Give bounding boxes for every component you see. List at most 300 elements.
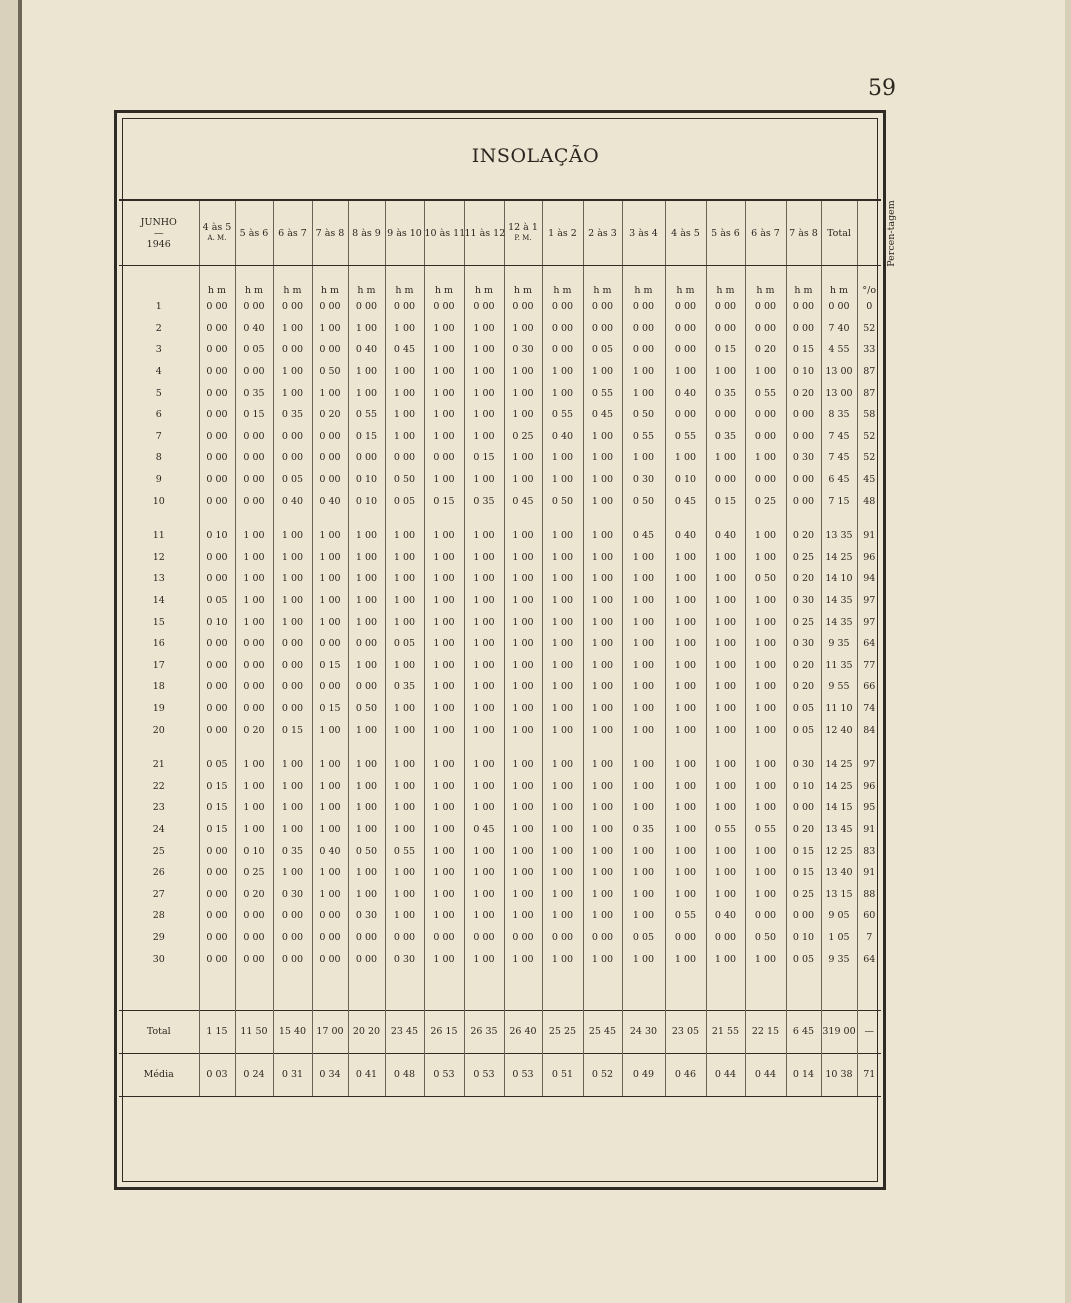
value-cell: 7 45 bbox=[821, 447, 857, 469]
value-cell: 1 00 bbox=[542, 547, 583, 569]
value-cell: 1 00 bbox=[424, 676, 464, 698]
value-cell: 1 00 bbox=[504, 611, 542, 633]
value-cell: 1 00 bbox=[745, 655, 786, 677]
value-cell: 0 30 bbox=[504, 339, 542, 361]
value-cell: 14 35 bbox=[821, 611, 857, 633]
value-cell: 1 00 bbox=[424, 426, 464, 448]
value-cell: 11 35 bbox=[821, 655, 857, 677]
value-cell: 1 00 bbox=[706, 741, 745, 776]
value-cell: 60 bbox=[857, 905, 881, 927]
value-cell: 1 00 bbox=[665, 741, 706, 776]
value-cell: 0 00 bbox=[199, 676, 235, 698]
insolation-table bbox=[119, 199, 897, 1187]
total-row bbox=[119, 1010, 881, 1053]
value-cell: 0 50 bbox=[745, 568, 786, 590]
value-cell: 1 00 bbox=[504, 469, 542, 491]
spacer-cell bbox=[424, 970, 464, 1011]
value-cell: 11 10 bbox=[821, 698, 857, 720]
media-value: 10 38 bbox=[821, 1053, 857, 1096]
column-header-total: Total bbox=[821, 201, 857, 266]
value-cell: 0 00 bbox=[385, 296, 424, 318]
value-cell: 0 45 bbox=[504, 490, 542, 512]
value-cell: 1 00 bbox=[504, 948, 542, 970]
value-cell: 1 00 bbox=[583, 611, 622, 633]
value-cell: 1 00 bbox=[273, 568, 312, 590]
value-cell: 0 00 bbox=[786, 404, 821, 426]
value-cell: 1 00 bbox=[665, 775, 706, 797]
value-cell: 45 bbox=[857, 469, 881, 491]
unit-label: h m bbox=[583, 266, 622, 297]
value-cell: 1 00 bbox=[348, 382, 385, 404]
total-value: 319 00 bbox=[821, 1010, 857, 1053]
value-cell: 0 00 bbox=[235, 361, 273, 383]
value-cell: 1 00 bbox=[235, 590, 273, 612]
units-spacer bbox=[119, 266, 199, 297]
value-cell: 0 20 bbox=[786, 568, 821, 590]
value-cell: 1 00 bbox=[583, 490, 622, 512]
value-cell: 1 00 bbox=[542, 775, 583, 797]
unit-label: h m bbox=[622, 266, 665, 297]
value-cell: 1 00 bbox=[622, 905, 665, 927]
value-cell: 1 00 bbox=[706, 547, 745, 569]
day-cell: 11 bbox=[152, 530, 165, 542]
value-cell: 1 00 bbox=[273, 512, 312, 547]
value-cell: 0 00 bbox=[235, 490, 273, 512]
value-cell: 1 00 bbox=[273, 382, 312, 404]
media-value: 71 bbox=[857, 1053, 881, 1096]
table-row bbox=[119, 633, 881, 655]
footer-blank-row bbox=[119, 1096, 881, 1187]
value-cell: 13 00 bbox=[821, 382, 857, 404]
value-cell: 0 50 bbox=[385, 469, 424, 491]
media-value: 0 51 bbox=[542, 1053, 583, 1096]
spacer-row bbox=[119, 970, 881, 1011]
value-cell: 1 00 bbox=[665, 447, 706, 469]
value-cell: 1 00 bbox=[706, 611, 745, 633]
value-cell: 0 00 bbox=[199, 426, 235, 448]
value-cell: 1 00 bbox=[583, 655, 622, 677]
table-row bbox=[119, 568, 881, 590]
column-header: 7 às 8 bbox=[786, 201, 821, 266]
value-cell: 1 00 bbox=[542, 741, 583, 776]
value-cell: 0 05 bbox=[583, 339, 622, 361]
value-cell: 0 00 bbox=[235, 948, 273, 970]
day-cell: 19 bbox=[152, 702, 165, 714]
value-cell: 7 bbox=[857, 927, 881, 949]
value-cell: 1 00 bbox=[665, 633, 706, 655]
value-cell: 1 00 bbox=[235, 797, 273, 819]
value-cell: 0 00 bbox=[821, 296, 857, 318]
value-cell: 0 00 bbox=[312, 339, 348, 361]
value-cell: 1 00 bbox=[312, 819, 348, 841]
value-cell: 1 00 bbox=[542, 948, 583, 970]
spacer-cell bbox=[821, 970, 857, 1011]
value-cell: 1 00 bbox=[464, 698, 504, 720]
media-label: Média bbox=[119, 1053, 199, 1096]
value-cell: 1 00 bbox=[622, 568, 665, 590]
day-cell: 17 bbox=[152, 659, 165, 671]
table-row bbox=[119, 547, 881, 569]
value-cell: 0 00 bbox=[786, 318, 821, 340]
value-cell: 0 00 bbox=[424, 927, 464, 949]
day-cell: 6 bbox=[155, 409, 162, 421]
value-cell: 1 00 bbox=[385, 404, 424, 426]
value-cell: 0 00 bbox=[273, 426, 312, 448]
value-cell: 0 00 bbox=[786, 490, 821, 512]
value-cell: 0 45 bbox=[622, 512, 665, 547]
total-value: 25 45 bbox=[583, 1010, 622, 1053]
spacer-cell bbox=[348, 970, 385, 1011]
value-cell: 96 bbox=[857, 547, 881, 569]
total-value: — bbox=[857, 1010, 881, 1053]
value-cell: 0 05 bbox=[622, 927, 665, 949]
value-cell: 0 00 bbox=[235, 676, 273, 698]
value-cell: 1 00 bbox=[542, 840, 583, 862]
value-cell: 1 00 bbox=[312, 590, 348, 612]
value-cell: 1 00 bbox=[542, 676, 583, 698]
table-row bbox=[119, 361, 881, 383]
value-cell: 1 00 bbox=[312, 719, 348, 741]
value-cell: 1 00 bbox=[706, 568, 745, 590]
value-cell: 95 bbox=[857, 797, 881, 819]
value-cell: 1 00 bbox=[464, 797, 504, 819]
value-cell: 1 00 bbox=[424, 655, 464, 677]
value-cell: 1 00 bbox=[464, 469, 504, 491]
value-cell: 0 35 bbox=[273, 840, 312, 862]
table-row bbox=[119, 404, 881, 426]
media-value: 0 48 bbox=[385, 1053, 424, 1096]
value-cell: 0 00 bbox=[786, 296, 821, 318]
spacer-cell bbox=[583, 970, 622, 1011]
value-cell: 1 00 bbox=[665, 655, 706, 677]
value-cell: 0 20 bbox=[786, 512, 821, 547]
value-cell: 1 00 bbox=[504, 719, 542, 741]
value-cell: 0 40 bbox=[312, 840, 348, 862]
value-cell: 1 00 bbox=[583, 676, 622, 698]
value-cell: 1 00 bbox=[583, 633, 622, 655]
value-cell: 1 00 bbox=[622, 633, 665, 655]
value-cell: 1 00 bbox=[424, 633, 464, 655]
value-cell: 1 00 bbox=[542, 590, 583, 612]
value-cell: 0 00 bbox=[273, 905, 312, 927]
value-cell: 1 00 bbox=[424, 404, 464, 426]
table-row bbox=[119, 447, 881, 469]
value-cell: 1 00 bbox=[622, 447, 665, 469]
value-cell: 1 00 bbox=[706, 698, 745, 720]
media-value: 0 44 bbox=[706, 1053, 745, 1096]
value-cell: 52 bbox=[857, 426, 881, 448]
value-cell: 0 55 bbox=[385, 840, 424, 862]
value-cell: 0 40 bbox=[706, 905, 745, 927]
value-cell: 1 00 bbox=[542, 883, 583, 905]
value-cell: 1 00 bbox=[464, 719, 504, 741]
value-cell: 0 00 bbox=[199, 318, 235, 340]
value-cell: 1 00 bbox=[504, 655, 542, 677]
value-cell: 0 40 bbox=[312, 490, 348, 512]
value-cell: 48 bbox=[857, 490, 881, 512]
value-cell: 1 00 bbox=[542, 797, 583, 819]
value-cell: 0 15 bbox=[464, 447, 504, 469]
media-value: 0 24 bbox=[235, 1053, 273, 1096]
value-cell: 0 50 bbox=[622, 404, 665, 426]
value-cell: 1 00 bbox=[273, 775, 312, 797]
value-cell: 0 00 bbox=[542, 339, 583, 361]
value-cell: 0 30 bbox=[622, 469, 665, 491]
value-cell: 0 00 bbox=[706, 296, 745, 318]
value-cell: 1 00 bbox=[622, 948, 665, 970]
value-cell: 0 00 bbox=[348, 447, 385, 469]
value-cell: 1 00 bbox=[385, 547, 424, 569]
value-cell: 0 00 bbox=[199, 339, 235, 361]
value-cell: 1 00 bbox=[542, 905, 583, 927]
value-cell: 0 15 bbox=[786, 840, 821, 862]
value-cell: 9 55 bbox=[821, 676, 857, 698]
value-cell: 0 55 bbox=[665, 905, 706, 927]
value-cell: 1 00 bbox=[745, 676, 786, 698]
value-cell: 1 00 bbox=[665, 883, 706, 905]
value-cell: 0 bbox=[857, 296, 881, 318]
value-cell: 0 55 bbox=[665, 426, 706, 448]
column-header: 4 às 5 bbox=[665, 201, 706, 266]
value-cell: 0 00 bbox=[273, 676, 312, 698]
total-value: 26 40 bbox=[504, 1010, 542, 1053]
total-value: 15 40 bbox=[273, 1010, 312, 1053]
value-cell: 1 00 bbox=[622, 883, 665, 905]
table-row bbox=[119, 676, 881, 698]
value-cell: 1 00 bbox=[385, 905, 424, 927]
value-cell: 1 00 bbox=[583, 447, 622, 469]
value-cell: 14 35 bbox=[821, 590, 857, 612]
value-cell: 1 00 bbox=[235, 819, 273, 841]
value-cell: 0 05 bbox=[235, 339, 273, 361]
unit-label: h m bbox=[235, 266, 273, 297]
value-cell: 1 00 bbox=[385, 361, 424, 383]
total-value: 26 15 bbox=[424, 1010, 464, 1053]
value-cell: 1 00 bbox=[665, 547, 706, 569]
value-cell: 0 00 bbox=[665, 927, 706, 949]
value-cell: 0 05 bbox=[199, 590, 235, 612]
value-cell: 1 00 bbox=[312, 512, 348, 547]
day-cell: 13 bbox=[152, 573, 165, 585]
value-cell: 0 45 bbox=[385, 339, 424, 361]
day-cell: 2 bbox=[155, 322, 162, 334]
value-cell: 1 00 bbox=[504, 676, 542, 698]
value-cell: 1 00 bbox=[583, 469, 622, 491]
value-cell: 1 00 bbox=[706, 797, 745, 819]
value-cell: 1 00 bbox=[464, 883, 504, 905]
value-cell: 0 00 bbox=[199, 404, 235, 426]
value-cell: 13 45 bbox=[821, 819, 857, 841]
page-number: 59 bbox=[868, 76, 896, 101]
value-cell: 1 00 bbox=[745, 797, 786, 819]
value-cell: 1 00 bbox=[745, 590, 786, 612]
value-cell: 0 00 bbox=[542, 927, 583, 949]
value-cell: 1 00 bbox=[583, 361, 622, 383]
value-cell: 1 00 bbox=[348, 611, 385, 633]
value-cell: 0 00 bbox=[273, 698, 312, 720]
value-cell: 1 00 bbox=[348, 512, 385, 547]
media-row bbox=[119, 1053, 881, 1096]
value-cell: 0 00 bbox=[786, 469, 821, 491]
value-cell: 1 00 bbox=[583, 862, 622, 884]
day-cell: 12 bbox=[152, 551, 165, 563]
value-cell: 1 00 bbox=[424, 611, 464, 633]
table-row bbox=[119, 490, 881, 512]
value-cell: 0 00 bbox=[235, 447, 273, 469]
day-cell: 30 bbox=[152, 953, 165, 965]
value-cell: 0 00 bbox=[348, 676, 385, 698]
value-cell: 1 00 bbox=[464, 318, 504, 340]
value-cell: 1 00 bbox=[464, 862, 504, 884]
spacer-cell bbox=[542, 970, 583, 1011]
value-cell: 0 30 bbox=[786, 633, 821, 655]
value-cell: 7 45 bbox=[821, 426, 857, 448]
unit-label: h m bbox=[385, 266, 424, 297]
value-cell: 1 00 bbox=[665, 819, 706, 841]
column-header-percentage: Percen-tagem bbox=[857, 201, 881, 266]
value-cell: 0 00 bbox=[199, 490, 235, 512]
value-cell: 0 50 bbox=[348, 698, 385, 720]
footer-blank bbox=[119, 1096, 881, 1187]
value-cell: 0 55 bbox=[348, 404, 385, 426]
media-value: 0 53 bbox=[504, 1053, 542, 1096]
day-cell: 26 bbox=[152, 867, 165, 879]
value-cell: 1 00 bbox=[273, 611, 312, 633]
value-cell: 0 00 bbox=[665, 404, 706, 426]
value-cell: 1 00 bbox=[504, 547, 542, 569]
column-header: 11 às 12 bbox=[464, 201, 504, 266]
value-cell: 0 50 bbox=[348, 840, 385, 862]
value-cell: 0 55 bbox=[583, 382, 622, 404]
value-cell: 0 00 bbox=[199, 840, 235, 862]
value-cell: 12 40 bbox=[821, 719, 857, 741]
value-cell: 0 00 bbox=[706, 318, 745, 340]
value-cell: 1 00 bbox=[542, 719, 583, 741]
value-cell: 1 00 bbox=[706, 862, 745, 884]
total-value: 23 05 bbox=[665, 1010, 706, 1053]
value-cell: 0 45 bbox=[665, 490, 706, 512]
unit-label: h m bbox=[348, 266, 385, 297]
value-cell: 1 00 bbox=[706, 447, 745, 469]
value-cell: 1 00 bbox=[583, 797, 622, 819]
value-cell: 0 45 bbox=[583, 404, 622, 426]
value-cell: 1 00 bbox=[504, 318, 542, 340]
value-cell: 0 00 bbox=[542, 296, 583, 318]
value-cell: 1 00 bbox=[542, 633, 583, 655]
value-cell: 1 00 bbox=[583, 719, 622, 741]
value-cell: 0 55 bbox=[542, 404, 583, 426]
unit-label: h m bbox=[312, 266, 348, 297]
value-cell: 1 00 bbox=[504, 883, 542, 905]
value-cell: 1 00 bbox=[235, 611, 273, 633]
value-cell: 0 00 bbox=[312, 633, 348, 655]
value-cell: 1 00 bbox=[706, 633, 745, 655]
value-cell: 1 00 bbox=[273, 741, 312, 776]
value-cell: 0 55 bbox=[745, 382, 786, 404]
value-cell: 0 00 bbox=[745, 318, 786, 340]
day-cell: 21 bbox=[152, 759, 165, 771]
value-cell: 77 bbox=[857, 655, 881, 677]
value-cell: 1 00 bbox=[583, 568, 622, 590]
value-cell: 1 00 bbox=[665, 948, 706, 970]
media-value: 0 49 bbox=[622, 1053, 665, 1096]
value-cell: 0 00 bbox=[312, 676, 348, 698]
value-cell: 0 30 bbox=[273, 883, 312, 905]
value-cell: 0 35 bbox=[235, 382, 273, 404]
value-cell: 1 00 bbox=[745, 840, 786, 862]
day-cell: 22 bbox=[152, 780, 165, 792]
table-row bbox=[119, 883, 881, 905]
value-cell: 0 00 bbox=[706, 404, 745, 426]
value-cell: 1 00 bbox=[665, 590, 706, 612]
value-cell: 87 bbox=[857, 382, 881, 404]
value-cell: 1 00 bbox=[504, 797, 542, 819]
total-value: 11 50 bbox=[235, 1010, 273, 1053]
table-title: INSOLAÇÃO bbox=[471, 145, 600, 167]
value-cell: 0 00 bbox=[199, 633, 235, 655]
value-cell: 1 00 bbox=[424, 862, 464, 884]
value-cell: 0 20 bbox=[786, 655, 821, 677]
value-cell: 0 50 bbox=[542, 490, 583, 512]
day-cell: 4 bbox=[155, 366, 162, 378]
media-value: 0 44 bbox=[745, 1053, 786, 1096]
value-cell: 0 30 bbox=[786, 741, 821, 776]
value-cell: 0 00 bbox=[312, 469, 348, 491]
value-cell: 1 00 bbox=[385, 883, 424, 905]
value-cell: 1 00 bbox=[312, 775, 348, 797]
value-cell: 0 20 bbox=[745, 339, 786, 361]
value-cell: 1 00 bbox=[706, 655, 745, 677]
value-cell: 9 35 bbox=[821, 948, 857, 970]
value-cell: 0 00 bbox=[312, 447, 348, 469]
value-cell: 91 bbox=[857, 862, 881, 884]
day-cell: 7 bbox=[155, 430, 162, 442]
value-cell: 1 00 bbox=[542, 698, 583, 720]
value-cell: 1 00 bbox=[464, 840, 504, 862]
value-cell: 0 00 bbox=[385, 927, 424, 949]
total-value: 21 55 bbox=[706, 1010, 745, 1053]
value-cell: 1 00 bbox=[464, 655, 504, 677]
value-cell: 0 00 bbox=[424, 296, 464, 318]
value-cell: 1 00 bbox=[424, 339, 464, 361]
value-cell: 1 00 bbox=[665, 840, 706, 862]
value-cell: 0 15 bbox=[273, 719, 312, 741]
value-cell: 0 25 bbox=[745, 490, 786, 512]
value-cell: 1 00 bbox=[312, 883, 348, 905]
value-cell: 1 00 bbox=[504, 741, 542, 776]
value-cell: 1 00 bbox=[542, 361, 583, 383]
value-cell: 0 25 bbox=[786, 547, 821, 569]
value-cell: 0 05 bbox=[273, 469, 312, 491]
spacer-cell bbox=[665, 970, 706, 1011]
value-cell: 0 00 bbox=[348, 948, 385, 970]
value-cell: 1 00 bbox=[385, 719, 424, 741]
value-cell: 1 00 bbox=[622, 676, 665, 698]
value-cell: 0 00 bbox=[706, 927, 745, 949]
value-cell: 1 00 bbox=[424, 883, 464, 905]
value-cell: 0 35 bbox=[385, 676, 424, 698]
value-cell: 1 00 bbox=[504, 862, 542, 884]
value-cell: 0 40 bbox=[542, 426, 583, 448]
value-cell: 97 bbox=[857, 611, 881, 633]
value-cell: 1 00 bbox=[424, 948, 464, 970]
value-cell: 1 00 bbox=[622, 361, 665, 383]
value-cell: 1 00 bbox=[583, 512, 622, 547]
value-cell: 0 15 bbox=[706, 339, 745, 361]
column-header: 2 às 3 bbox=[583, 201, 622, 266]
value-cell: 1 00 bbox=[542, 469, 583, 491]
value-cell: 1 00 bbox=[424, 469, 464, 491]
